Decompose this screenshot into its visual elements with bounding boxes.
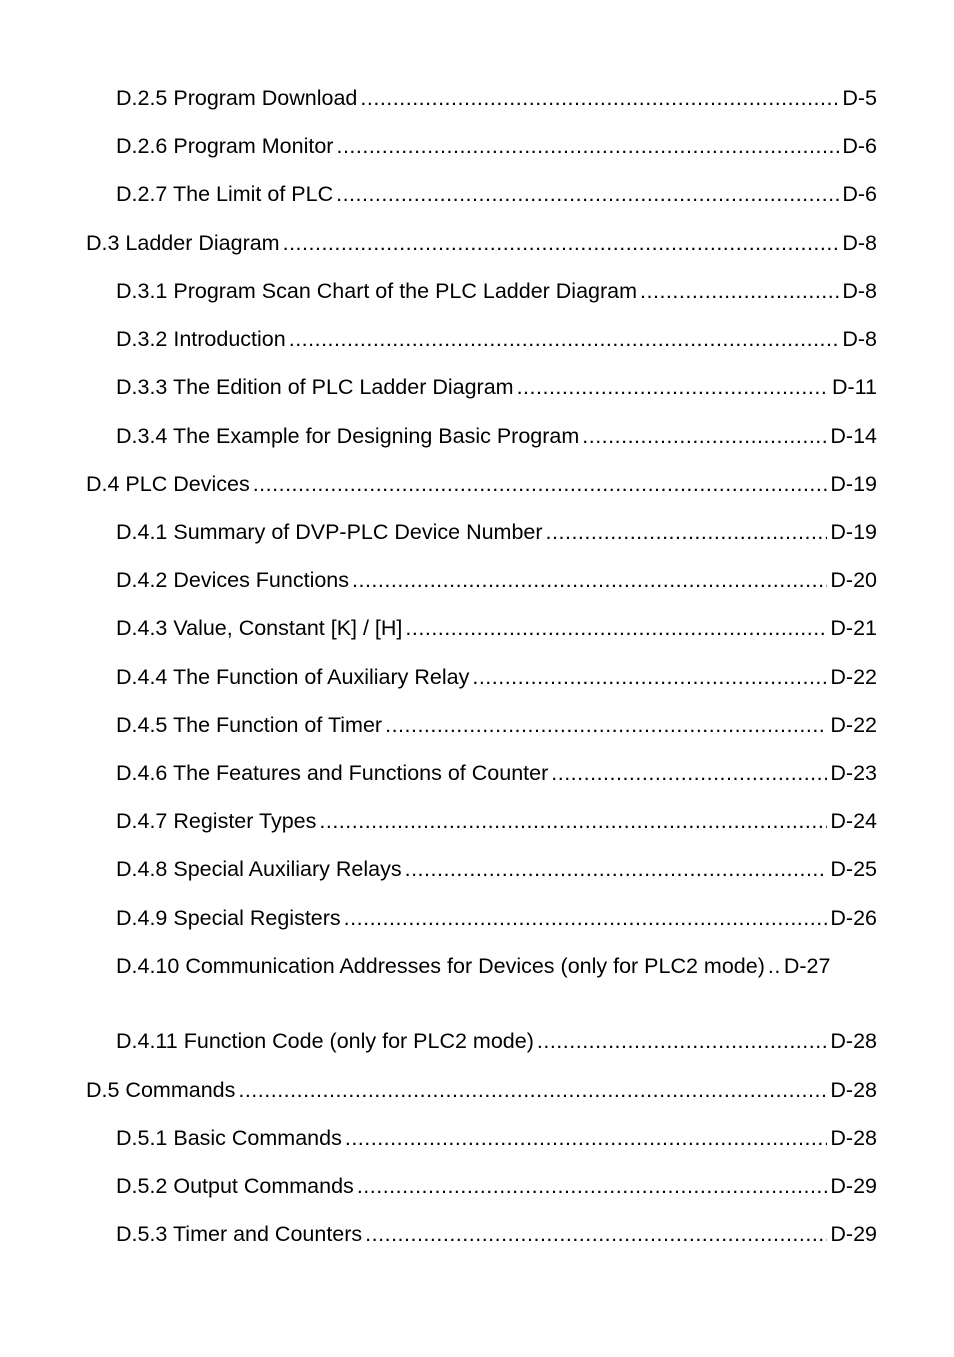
- toc-entry[interactable]: [116, 905, 877, 931]
- dot-leader: [405, 615, 827, 641]
- dot-leader: [238, 1077, 827, 1103]
- toc-entry-page: D-22: [830, 665, 877, 689]
- toc-entry[interactable]: [116, 760, 877, 786]
- toc-entry[interactable]: [116, 1173, 877, 1199]
- toc-entry[interactable]: [86, 1077, 877, 1103]
- dot-leader: [319, 808, 827, 834]
- dot-leader: [360, 85, 839, 111]
- dot-leader: [537, 1028, 828, 1054]
- toc-entry-page: D-25: [830, 857, 877, 881]
- dot-leader: [385, 712, 827, 738]
- dot-leader: [405, 856, 828, 882]
- dot-leader: [551, 760, 827, 786]
- toc-entry-title: D.3.1 Program Scan Chart of the PLC Ladder Diagram: [116, 279, 638, 303]
- toc-entry[interactable]: [116, 181, 877, 207]
- toc-entry[interactable]: [116, 1221, 877, 1247]
- toc-entry[interactable]: [116, 953, 877, 1005]
- toc-entry-title: D.2.6 Program Monitor: [116, 134, 334, 158]
- toc-entry[interactable]: [116, 1028, 877, 1054]
- dot-leader: [345, 1125, 828, 1151]
- toc-entry-page: D-28: [830, 1078, 877, 1102]
- toc-entry[interactable]: [116, 664, 877, 690]
- toc-entry[interactable]: [116, 615, 877, 641]
- dot-leader: [582, 423, 827, 449]
- toc-entry-title: D.5.3 Timer and Counters: [116, 1222, 363, 1246]
- toc-entry-page: D-14: [830, 424, 877, 448]
- toc-entry-page: D-8: [842, 327, 877, 351]
- dot-leader: [344, 905, 828, 931]
- toc-entry-page: D-29: [830, 1222, 877, 1246]
- dot-leader: [357, 1173, 828, 1199]
- toc-entry-page: D-6: [842, 182, 877, 206]
- toc-entry-page: D-28: [830, 1126, 877, 1150]
- toc-entry-title: D.2.7 The Limit of PLC: [116, 182, 334, 206]
- toc-entry[interactable]: [116, 374, 877, 400]
- toc-entry-title: D.4 PLC Devices: [86, 472, 250, 496]
- toc-entry[interactable]: [116, 856, 877, 882]
- toc-entry-title: D.3.2 Introduction: [116, 327, 286, 351]
- toc-entry[interactable]: [116, 519, 877, 545]
- toc-entry[interactable]: [86, 471, 877, 497]
- dot-leader: [289, 326, 840, 352]
- toc-entry-title: D.4.8 Special Auxiliary Relays: [116, 857, 402, 881]
- toc-entry-page: D-23: [830, 761, 877, 785]
- toc-entry-page: D-6: [842, 134, 877, 158]
- toc-entry-title: D.5 Commands: [86, 1078, 236, 1102]
- toc-entry-page: D-11: [831, 375, 877, 399]
- toc-entry[interactable]: [86, 230, 877, 256]
- toc-entry-title: D.5.2 Output Commands: [116, 1174, 354, 1198]
- toc-entry[interactable]: [116, 808, 877, 834]
- toc-entry[interactable]: [116, 85, 877, 111]
- dot-leader: [640, 278, 839, 304]
- toc-entry-page: D-8: [842, 231, 877, 255]
- toc-entry-title: D.4.2 Devices Functions: [116, 568, 350, 592]
- toc-entry-title: D.4.1 Summary of DVP-PLC Device Number: [116, 520, 543, 544]
- toc-entry-title: D.2.5 Program Download: [116, 86, 358, 110]
- dot-leader: [546, 519, 828, 545]
- toc-entry-title: D.4.6 The Features and Functions of Counter: [116, 761, 549, 785]
- toc-entry-title: D.4.4 The Function of Auxiliary Relay: [116, 665, 470, 689]
- toc-entry-page: D-22: [830, 713, 877, 737]
- toc-entry-page: D-26: [830, 906, 877, 930]
- toc-entry-title: D.4.11 Function Code (only for PLC2 mode): [116, 1029, 534, 1053]
- toc-entry-title: D.3.3 The Edition of PLC Ladder Diagram: [116, 375, 514, 399]
- toc-entry-page: D-19: [830, 472, 877, 496]
- toc-entry-title: D.4.3 Value, Constant [K] / [H]: [116, 616, 403, 640]
- toc-entry-title: D.3 Ladder Diagram: [86, 231, 280, 255]
- toc-entry-page: D-19: [830, 520, 877, 544]
- toc-entry-title: D.3.4 The Example for Designing Basic Program: [116, 424, 580, 448]
- toc-entry-title: D.4.7 Register Types: [116, 809, 317, 833]
- toc-entry-page: D-24: [830, 809, 877, 833]
- toc-entry-page: D-5: [842, 86, 877, 110]
- toc-entry[interactable]: [116, 326, 877, 352]
- dot-leader: [517, 374, 829, 400]
- dot-leader: [253, 471, 828, 497]
- toc-entry[interactable]: [116, 1125, 877, 1151]
- toc-entry-page: D-28: [830, 1029, 877, 1053]
- toc-entry[interactable]: [116, 278, 877, 304]
- toc-entry-title: D.4.9 Special Registers: [116, 906, 341, 930]
- dot-leader: [336, 133, 839, 159]
- toc-entry-page: D-29: [830, 1174, 877, 1198]
- dot-leader: [352, 567, 827, 593]
- toc-entry[interactable]: [116, 567, 877, 593]
- toc-entry[interactable]: [116, 423, 877, 449]
- toc-entry-title: D.4.5 The Function of Timer: [116, 713, 383, 737]
- toc-entry[interactable]: [116, 712, 877, 738]
- toc-entry-page: D-20: [830, 568, 877, 592]
- dot-leader: [283, 230, 840, 256]
- dot-leader: [472, 664, 827, 690]
- dot-leader: [365, 1221, 827, 1247]
- dot-leader: [336, 181, 839, 207]
- toc-entry-page: D-21: [830, 616, 877, 640]
- toc-entry-page: D-27: [783, 954, 831, 978]
- toc-entry[interactable]: [116, 133, 877, 159]
- toc-entry-page: D-8: [842, 279, 877, 303]
- toc-entry-title: D.5.1 Basic Commands: [116, 1126, 342, 1150]
- dot-leader: [768, 954, 781, 978]
- toc-entry-title: D.4.10 Communication Addresses for Devices (only for PLC2 mode): [116, 954, 765, 978]
